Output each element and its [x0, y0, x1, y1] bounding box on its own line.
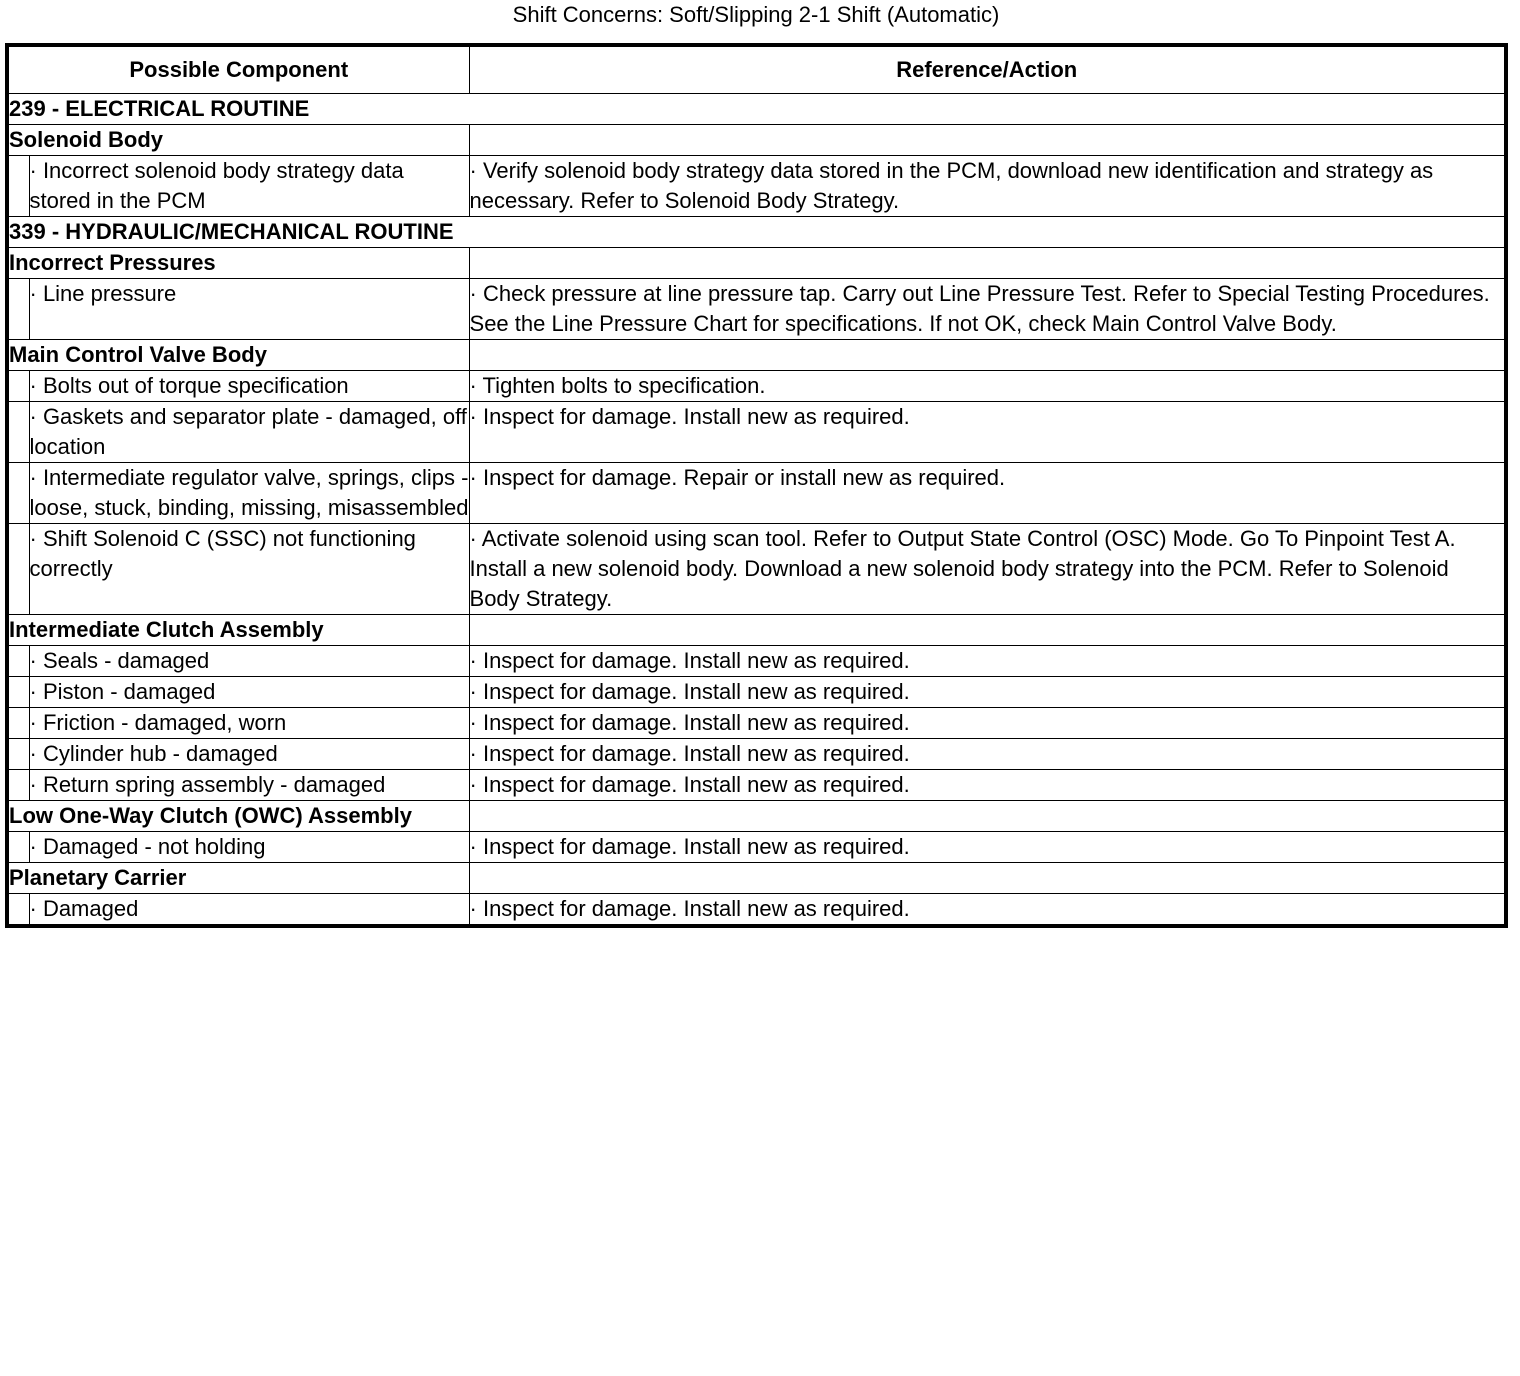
action-cell: · Inspect for damage. Install new as required.: [469, 832, 1506, 863]
group-row: [7, 801, 1506, 832]
section-title: 339 - HYDRAULIC/MECHANICAL ROUTINE: [7, 217, 1506, 248]
group-row: [7, 248, 1506, 279]
group-empty-cell: [469, 615, 1506, 646]
table-row: [7, 524, 1506, 615]
group-empty-cell: [469, 248, 1506, 279]
indent-cell: [7, 646, 29, 677]
component-cell: · Bolts out of torque specification: [29, 371, 469, 402]
group-title: Incorrect Pressures: [7, 248, 469, 279]
component-cell: · Damaged - not holding: [29, 832, 469, 863]
table-row: [7, 156, 1506, 217]
component-cell: · Cylinder hub - damaged: [29, 739, 469, 770]
table-row: [7, 708, 1506, 739]
header-possible-component: Possible Component: [7, 45, 469, 94]
indent-cell: [7, 371, 29, 402]
indent-cell: [7, 708, 29, 739]
group-empty-cell: [469, 863, 1506, 894]
action-cell: · Inspect for damage. Repair or install new as required.: [469, 463, 1506, 524]
table-row: [7, 646, 1506, 677]
group-title: Planetary Carrier: [7, 863, 469, 894]
group-empty-cell: [469, 801, 1506, 832]
table-row: [7, 770, 1506, 801]
action-cell: · Inspect for damage. Install new as required.: [469, 708, 1506, 739]
component-cell: · Friction - damaged, worn: [29, 708, 469, 739]
indent-cell: [7, 402, 29, 463]
component-cell: · Return spring assembly - damaged: [29, 770, 469, 801]
action-cell: · Inspect for damage. Install new as required.: [469, 677, 1506, 708]
group-row: [7, 340, 1506, 371]
indent-cell: [7, 739, 29, 770]
group-title: Solenoid Body: [7, 125, 469, 156]
indent-cell: [7, 524, 29, 615]
group-empty-cell: [469, 340, 1506, 371]
component-cell: · Shift Solenoid C (SSC) not functioning correctly: [29, 524, 469, 615]
action-cell: · Inspect for damage. Install new as required.: [469, 402, 1506, 463]
action-cell: · Inspect for damage. Install new as required.: [469, 646, 1506, 677]
action-cell: · Inspect for damage. Install new as required.: [469, 894, 1506, 927]
section-row: [7, 217, 1506, 248]
header-reference-action: Reference/Action: [469, 45, 1506, 94]
component-cell: · Intermediate regulator valve, springs, clips - loose, stuck, binding, missing, misassembled: [29, 463, 469, 524]
action-cell: · Activate solenoid using scan tool. Refer to Output State Control (OSC) Mode. Go To Pinpoint Test A. Install a new solenoid body. Download a new solenoid body strategy into the PCM. Refer to Solenoid Body Strategy.: [469, 524, 1506, 615]
page-title: Shift Concerns: Soft/Slipping 2-1 Shift (Automatic): [512, 2, 1000, 27]
group-row: [7, 863, 1506, 894]
group-row: [7, 125, 1506, 156]
component-cell: · Seals - damaged: [29, 646, 469, 677]
group-row: [7, 615, 1506, 646]
diagnostic-table: [5, 43, 1508, 928]
section-title: 239 - ELECTRICAL ROUTINE: [7, 94, 1506, 125]
table-row: [7, 279, 1506, 340]
group-title: Intermediate Clutch Assembly: [7, 615, 469, 646]
action-cell: · Verify solenoid body strategy data stored in the PCM, download new identification and strategy as necessary. Refer to Solenoid Body Strategy.: [469, 156, 1506, 217]
group-title: Low One-Way Clutch (OWC) Assembly: [7, 801, 469, 832]
table-body: [7, 94, 1506, 927]
table-row: [7, 402, 1506, 463]
table-row: [7, 739, 1506, 770]
indent-cell: [7, 677, 29, 708]
component-cell: · Line pressure: [29, 279, 469, 340]
group-empty-cell: [469, 125, 1506, 156]
indent-cell: [7, 279, 29, 340]
table-row: [7, 894, 1506, 927]
indent-cell: [7, 156, 29, 217]
action-cell: · Tighten bolts to specification.: [469, 371, 1506, 402]
action-cell: · Inspect for damage. Install new as required.: [469, 770, 1506, 801]
indent-cell: [7, 463, 29, 524]
indent-cell: [7, 894, 29, 927]
component-cell: · Damaged: [29, 894, 469, 927]
action-cell: · Check pressure at line pressure tap. Carry out Line Pressure Test. Refer to Special Testing Procedures. See the Line Pressure Chart for specifications. If not OK, check Main Control Valve Body.: [469, 279, 1506, 340]
section-row: [7, 94, 1506, 125]
header-row: [7, 45, 1506, 94]
component-cell: · Gaskets and separator plate - damaged, off location: [29, 402, 469, 463]
table-row: [7, 677, 1506, 708]
indent-cell: [7, 770, 29, 801]
action-cell: · Inspect for damage. Install new as required.: [469, 739, 1506, 770]
component-cell: · Piston - damaged: [29, 677, 469, 708]
group-title: Main Control Valve Body: [7, 340, 469, 371]
table-row: [7, 463, 1506, 524]
indent-cell: [7, 832, 29, 863]
table-row: [7, 832, 1506, 863]
component-cell: · Incorrect solenoid body strategy data stored in the PCM: [29, 156, 469, 217]
table-row: [7, 371, 1506, 402]
